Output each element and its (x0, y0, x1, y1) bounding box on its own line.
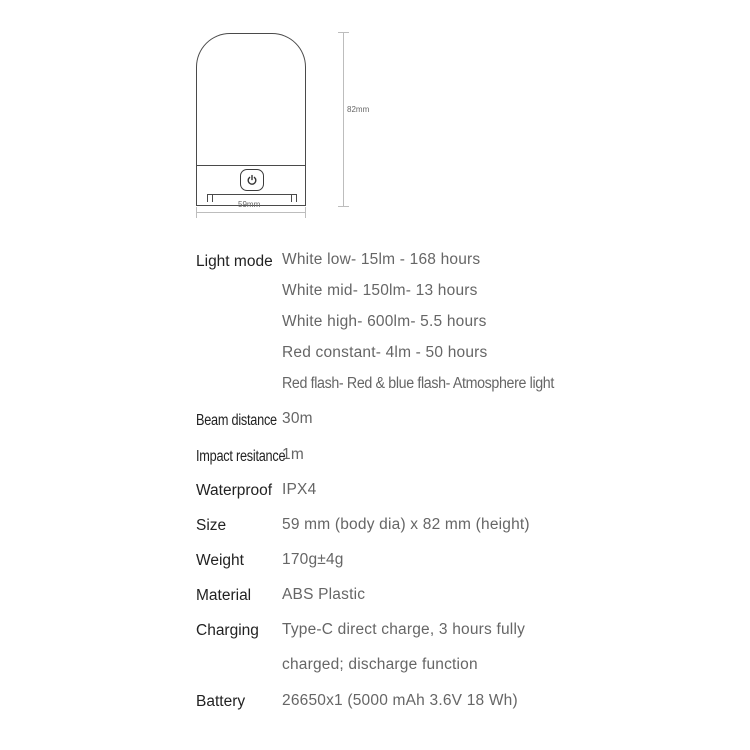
spec-value-weight: 170g±4g (282, 551, 344, 568)
width-dimension-line (196, 212, 306, 213)
product-illustration (180, 20, 400, 220)
spec-value-waterproof: IPX4 (282, 481, 317, 498)
spec-label-material: Material (196, 587, 252, 604)
spec-value-light-mode-2: White mid- 150lm- 13 hours (282, 282, 478, 299)
spec-value-material: ABS Plastic (282, 586, 366, 603)
spec-value-light-mode-5: Red flash- Red & blue flash- Atmosphere light (282, 375, 554, 392)
height-dimension-tick-top (338, 32, 349, 33)
spec-label-battery: Battery (196, 693, 246, 710)
spec-value-light-mode-4: Red constant- 4lm - 50 hours (282, 344, 488, 361)
spec-value-impact-resistance: 1m (282, 446, 304, 463)
spec-label-waterproof: Waterproof (196, 482, 273, 499)
height-dimension-label: 82mm (347, 105, 370, 114)
width-dimension-tick-right (305, 207, 306, 218)
spec-label-size: Size (196, 517, 227, 534)
spec-label-impact-resistance: Impact resitance (196, 448, 286, 465)
spec-value-battery: 26650x1 (5000 mAh 3.6V 18 Wh) (282, 692, 518, 709)
spec-value-charging-1: Type-C direct charge, 3 hours fully (282, 621, 526, 638)
height-dimension-tick-bottom (338, 206, 349, 207)
spec-value-size: 59 mm (body dia) x 82 mm (height) (282, 516, 530, 533)
spec-label-light-mode: Light mode (196, 253, 273, 270)
height-dimension-line (343, 32, 344, 207)
power-button-icon (240, 169, 264, 191)
spec-label-beam-distance: Beam distance (196, 412, 277, 429)
spec-value-beam-distance: 30m (282, 410, 313, 427)
spec-label-weight: Weight (196, 552, 244, 569)
width-dimension-tick-left (196, 207, 197, 218)
spec-label-charging: Charging (196, 622, 259, 639)
spec-value-charging-2: charged; discharge function (282, 656, 478, 673)
lamp-shade (196, 33, 306, 169)
spec-value-light-mode-3: White high- 600lm- 5.5 hours (282, 313, 487, 330)
spec-value-light-mode-1: White low- 15lm - 168 hours (282, 251, 481, 268)
width-dimension-label: 59mm (238, 200, 261, 209)
